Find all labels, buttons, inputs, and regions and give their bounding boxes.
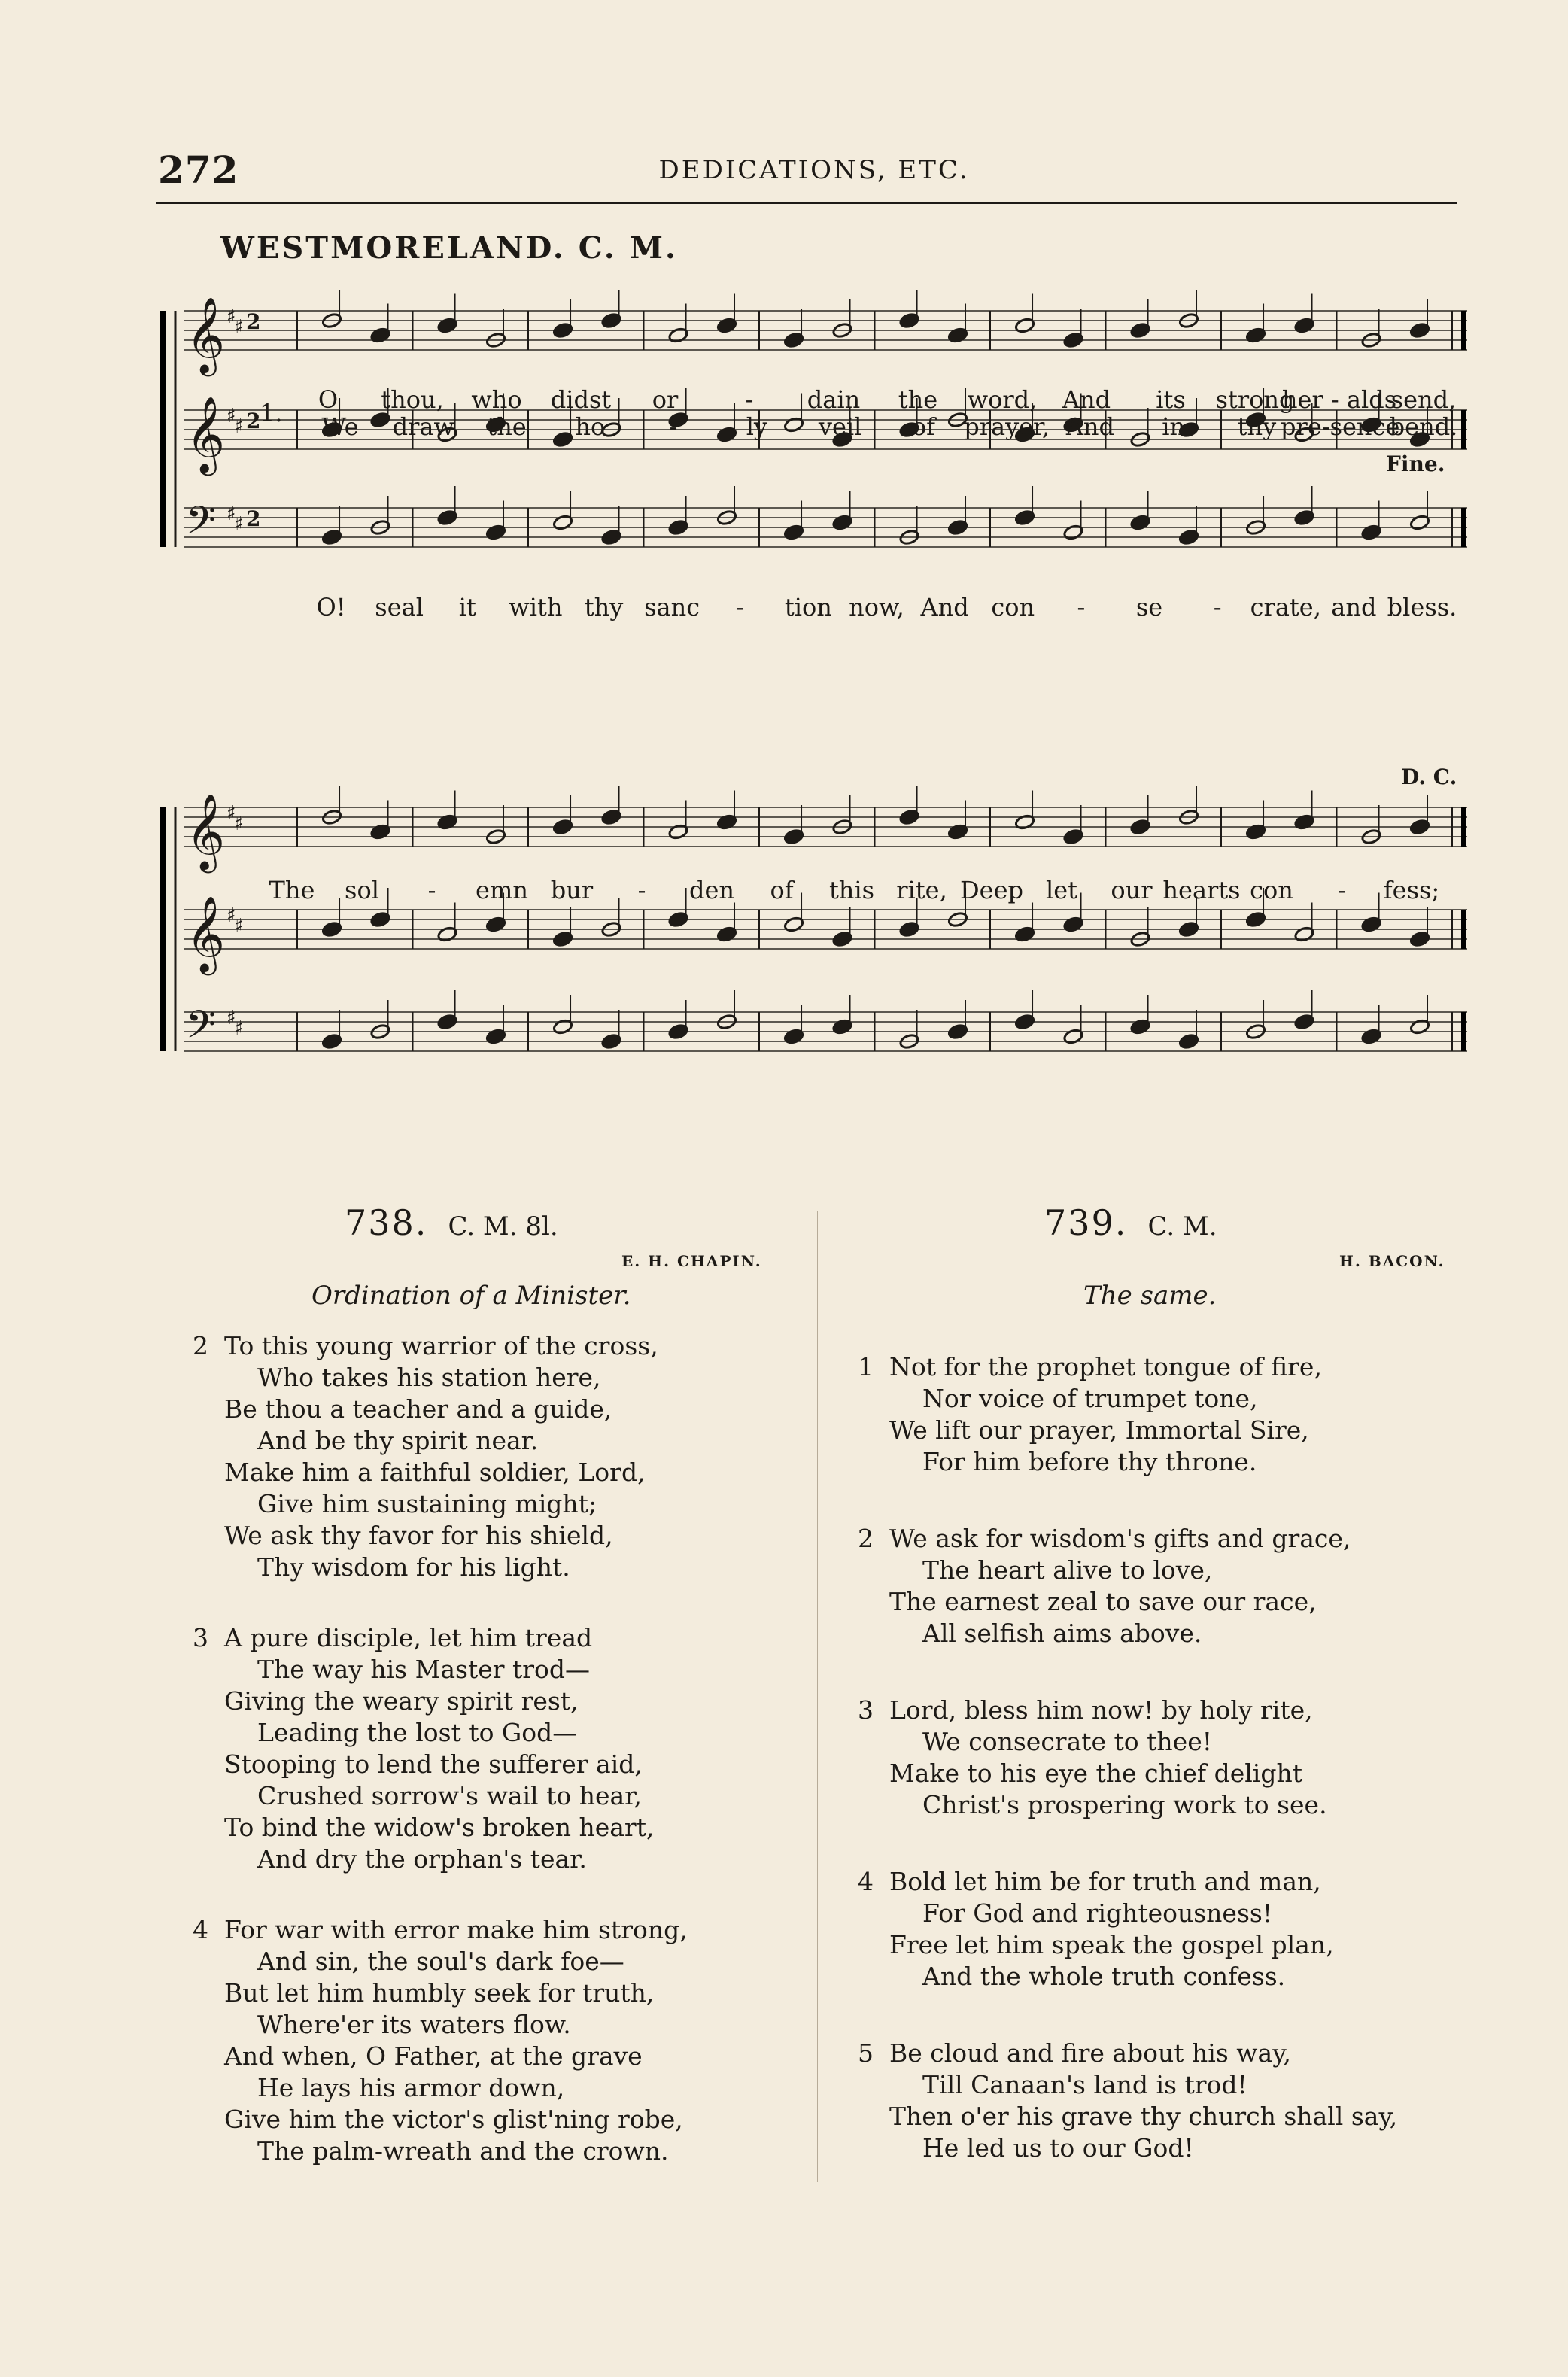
stanza-line: We lift our prayer, Immortal Sire, (889, 1415, 1309, 1445)
lyric-syllable: And (920, 593, 969, 622)
stanza-line: Leading the lost to God— (257, 1718, 578, 1747)
system-bracket (160, 807, 166, 1051)
lyric-syllable: draw (392, 412, 454, 441)
stanza-line: And sin, the soul's dark foe— (257, 1947, 624, 1976)
treble-clef-icon: 𝄞 (186, 895, 226, 972)
lyric-syllable: thy (1237, 412, 1277, 441)
stanza-line: Till Canaan's land is trod! (922, 2070, 1247, 2099)
lyric-syllable: the (898, 385, 938, 414)
verse-number: 1. (260, 399, 283, 427)
bass-clef-icon: 𝄢 (186, 1002, 216, 1056)
lyric-syllable: fess; (1383, 876, 1440, 904)
stanza-line: And dry the orphan's tear. (257, 1844, 587, 1874)
stanza-line: The way his Master trod— (257, 1655, 591, 1684)
lyric-syllable: send, (1390, 385, 1457, 414)
stanza-line: And be thy spirit near. (257, 1426, 539, 1455)
treble-clef-icon: 𝄞 (186, 792, 226, 870)
lyric-syllable: - (1337, 876, 1346, 904)
lyric-syllable: thou, (381, 385, 444, 414)
stanza-line: Stooping to lend the sufferer aid, (224, 1749, 643, 1779)
dc-label: D. C. (1401, 764, 1457, 789)
hymn-number: 738. (345, 1202, 428, 1243)
lyric-syllable: this (828, 876, 875, 904)
hymn-subtitle: The same. (1083, 1281, 1217, 1311)
stanza-line: We ask thy favor for his shield, (224, 1521, 613, 1550)
lyric-syllable: ho (575, 412, 606, 441)
stanza-line: Crushed sorrow's wail to hear, (257, 1781, 642, 1810)
final-barline (1461, 807, 1466, 847)
lyric-syllable: O (318, 385, 339, 414)
stanza-line: Then o'er his grave thy church shall say, (889, 2102, 1398, 2131)
stanza-line: For war with error make him strong, (224, 1915, 688, 1944)
lyric-syllable: - (637, 876, 646, 904)
sharp-icon: ♯ (234, 915, 244, 938)
lyric-syllable: and (1331, 593, 1377, 622)
fine-label: Fine. (1386, 451, 1445, 476)
hymn-author: E. H. CHAPIN. (621, 1252, 762, 1270)
lyric-syllable: se (1135, 593, 1163, 622)
lyric-line-2 (0, 412, 1568, 442)
lyric-syllable: - (427, 876, 436, 904)
lyric-syllable: - (745, 385, 754, 414)
page-number: 272 (158, 147, 239, 192)
stanza-line: Where'er its waters flow. (257, 2010, 571, 2039)
lyric-syllable: emn (476, 876, 528, 904)
lyric-syllable: strong (1215, 385, 1295, 414)
sharp-icon: ♯ (226, 904, 236, 927)
sharp-icon: ♯ (234, 1017, 244, 1040)
lyric-syllable: pre-sence (1281, 412, 1400, 441)
stanza-number: 3 (858, 1695, 874, 1725)
stanza-line: Give him the victor's glist'ning robe, (224, 2105, 683, 2134)
stanza-number: 4 (858, 1867, 874, 1896)
lyric-syllable: bend. (1389, 412, 1458, 441)
stanza-line: Who takes his station here, (257, 1363, 601, 1392)
lyric-syllable: word, (967, 385, 1038, 414)
lyric-syllable: our (1111, 876, 1153, 904)
bass-clef-icon: 𝄢 (186, 497, 216, 552)
lyric-syllable: sol (345, 876, 379, 904)
time-signature-icon: 𝟐 (246, 309, 261, 334)
lyric-syllable: of (911, 412, 935, 441)
stanza-line: Nor voice of trumpet tone, (922, 1384, 1258, 1413)
lyric-syllable: rite, (896, 876, 947, 904)
stanza (858, 1351, 1322, 1478)
lyric-line-4 (0, 876, 1568, 906)
lyric-syllable: - (669, 412, 678, 441)
stanza-line: For God and righteousness! (922, 1898, 1273, 1928)
lyric-syllable: dain (807, 385, 861, 414)
stanza-line: Be cloud and fire about his way, (889, 2038, 1291, 2068)
stanza-number: 5 (858, 2038, 874, 2068)
stanza (193, 1330, 658, 1583)
stanza-number: 1 (858, 1352, 874, 1382)
stanza-line: Free let him speak the gospel plan, (889, 1930, 1334, 1959)
lyric-syllable: didst (550, 385, 612, 414)
final-barline (1461, 1012, 1466, 1051)
lyric-syllable: hearts (1162, 876, 1241, 904)
lyric-syllable: The (269, 876, 315, 904)
stanza-line: For him before thy throne. (922, 1447, 1257, 1476)
stanza-line: He led us to our God! (922, 2133, 1194, 2163)
lyric-syllable: seal (375, 593, 424, 622)
final-barline (1461, 910, 1466, 949)
stanza-line: The palm-wreath and the crown. (257, 2136, 669, 2166)
hymn-738-header (345, 1202, 558, 1243)
stanza-number: 2 (858, 1524, 874, 1553)
lyric-syllable: bur (550, 876, 594, 904)
sharp-icon: ♯ (234, 316, 244, 339)
stanza (193, 1914, 688, 2167)
stanza-line: He lays his armor down, (257, 2073, 565, 2102)
fine-mark (1386, 448, 1445, 477)
stanza-line: And the whole truth confess. (922, 1962, 1286, 1991)
stanza-line: Giving the weary spirit rest, (224, 1686, 579, 1716)
hymn-author: H. BACON. (1339, 1252, 1445, 1270)
stanza (858, 2038, 1397, 2164)
lyric-syllable: veil (818, 412, 862, 441)
lyric-syllable: of (770, 876, 794, 904)
lyric-syllable: in (1162, 412, 1186, 441)
lyric-syllable: We (321, 412, 359, 441)
stanza (858, 1695, 1327, 1821)
header-rule (156, 202, 1457, 204)
lyric-syllable: its (1156, 385, 1186, 414)
lyric-syllable: ly (746, 412, 767, 441)
stanza-line: To bind the widow's broken heart, (224, 1813, 655, 1842)
treble-clef-icon: 𝄞 (186, 296, 226, 373)
stanza-line: We ask for wisdom's gifts and grace, (889, 1524, 1351, 1553)
hymn-meter: C. M. (1147, 1211, 1217, 1242)
lyric-syllable: the (487, 412, 527, 441)
final-barline (1461, 311, 1466, 350)
lyric-syllable: tion (784, 593, 832, 622)
stanza-line: Lord, bless him now! by holy rite, (889, 1695, 1313, 1725)
stanza-line: Bold let him be for truth and man, (889, 1867, 1321, 1896)
hymn-number: 739. (1044, 1202, 1128, 1243)
stanza-line: A pure disciple, let him tread (224, 1623, 593, 1652)
stanza-number: 2 (193, 1331, 208, 1360)
lyric-syllable: who (471, 385, 522, 414)
sharp-icon: ♯ (226, 802, 236, 825)
running-title: DEDICATIONS, ETC. (658, 155, 970, 185)
stanza-line: We consecrate to thee! (922, 1727, 1212, 1756)
stanza-line: Thy wisdom for his light. (257, 1552, 570, 1582)
lyric-line-1 (0, 385, 1568, 415)
lyric-syllable: or (652, 385, 679, 414)
final-barline (1461, 508, 1466, 547)
sharp-icon: ♯ (226, 503, 236, 525)
stanza-line: Be thou a teacher and a guide, (224, 1394, 612, 1424)
sharp-icon: ♯ (226, 305, 236, 328)
lyric-syllable: - (736, 593, 745, 622)
stanza-line: The earnest zeal to save our race, (889, 1587, 1317, 1616)
stanza-line: To this young warrior of the cross, (224, 1331, 658, 1360)
time-signature-icon: 𝟐 (246, 409, 261, 433)
stanza-line: All selfish aims above. (922, 1619, 1202, 1648)
sharp-icon: ♯ (226, 405, 236, 427)
treble-clef-icon: 𝄞 (186, 395, 226, 473)
lyric-syllable: thy (584, 593, 624, 622)
stanza-line: The heart alive to love, (922, 1555, 1213, 1585)
sharp-icon: ♯ (234, 813, 244, 835)
sharp-icon: ♯ (234, 415, 244, 438)
lyric-syllable: Deep (959, 876, 1024, 904)
lyric-syllable: con (991, 593, 1035, 622)
lyric-syllable: O! (316, 593, 346, 622)
stanza-line: Make to his eye the chief delight (889, 1758, 1302, 1788)
lyric-syllable: with (509, 593, 563, 622)
lyric-syllable: And (1065, 412, 1115, 441)
hymn-739-header (1044, 1202, 1217, 1243)
stanza (858, 1523, 1351, 1649)
lyric-syllable: prayer, (964, 412, 1050, 441)
lyric-syllable: her - alds (1281, 385, 1397, 414)
lyric-syllable: let (1045, 876, 1078, 904)
lyric-syllable: now, (849, 593, 904, 622)
stanza-line: Make him a faithful soldier, Lord, (224, 1458, 646, 1487)
stanza-number: 3 (193, 1623, 208, 1652)
stanza (193, 1622, 654, 1875)
lyric-syllable: And (1062, 385, 1111, 414)
stanza (858, 1866, 1334, 1992)
time-signature-icon: 𝟐 (246, 506, 261, 531)
lyric-syllable: bless. (1387, 593, 1457, 622)
music-score-system-2 (154, 779, 1478, 1166)
lyric-syllable: - (1077, 593, 1086, 622)
hymn-subtitle: Ordination of a Minister. (311, 1281, 631, 1311)
dc-mark (1401, 761, 1457, 790)
music-score-system-1 (154, 290, 1478, 715)
tune-title: WESTMORELAND. C. M. (220, 230, 678, 266)
hymn-meter: C. M. 8l. (448, 1211, 558, 1242)
stanza-line: But let him humbly seek for truth, (224, 1978, 655, 2008)
column-divider (817, 1211, 818, 2182)
lyric-line-3 (0, 593, 1568, 623)
sharp-icon: ♯ (234, 513, 244, 536)
stanza-line: Give him sustaining might; (257, 1489, 597, 1518)
lyric-syllable: it (458, 593, 476, 622)
stanza-line: And when, O Father, at the grave (224, 2041, 643, 2071)
lyric-syllable: con (1250, 876, 1293, 904)
sharp-icon: ♯ (226, 1007, 236, 1029)
lyric-syllable: crate, (1250, 593, 1321, 622)
stanza-line: Not for the prophet tongue of fire, (889, 1352, 1322, 1382)
lyric-syllable: - (1213, 593, 1222, 622)
lyric-syllable: sanc (644, 593, 700, 622)
stanza-line: Christ's prospering work to see. (922, 1790, 1327, 1819)
lyric-syllable: den (688, 876, 735, 904)
stanza-number: 4 (193, 1915, 208, 1944)
